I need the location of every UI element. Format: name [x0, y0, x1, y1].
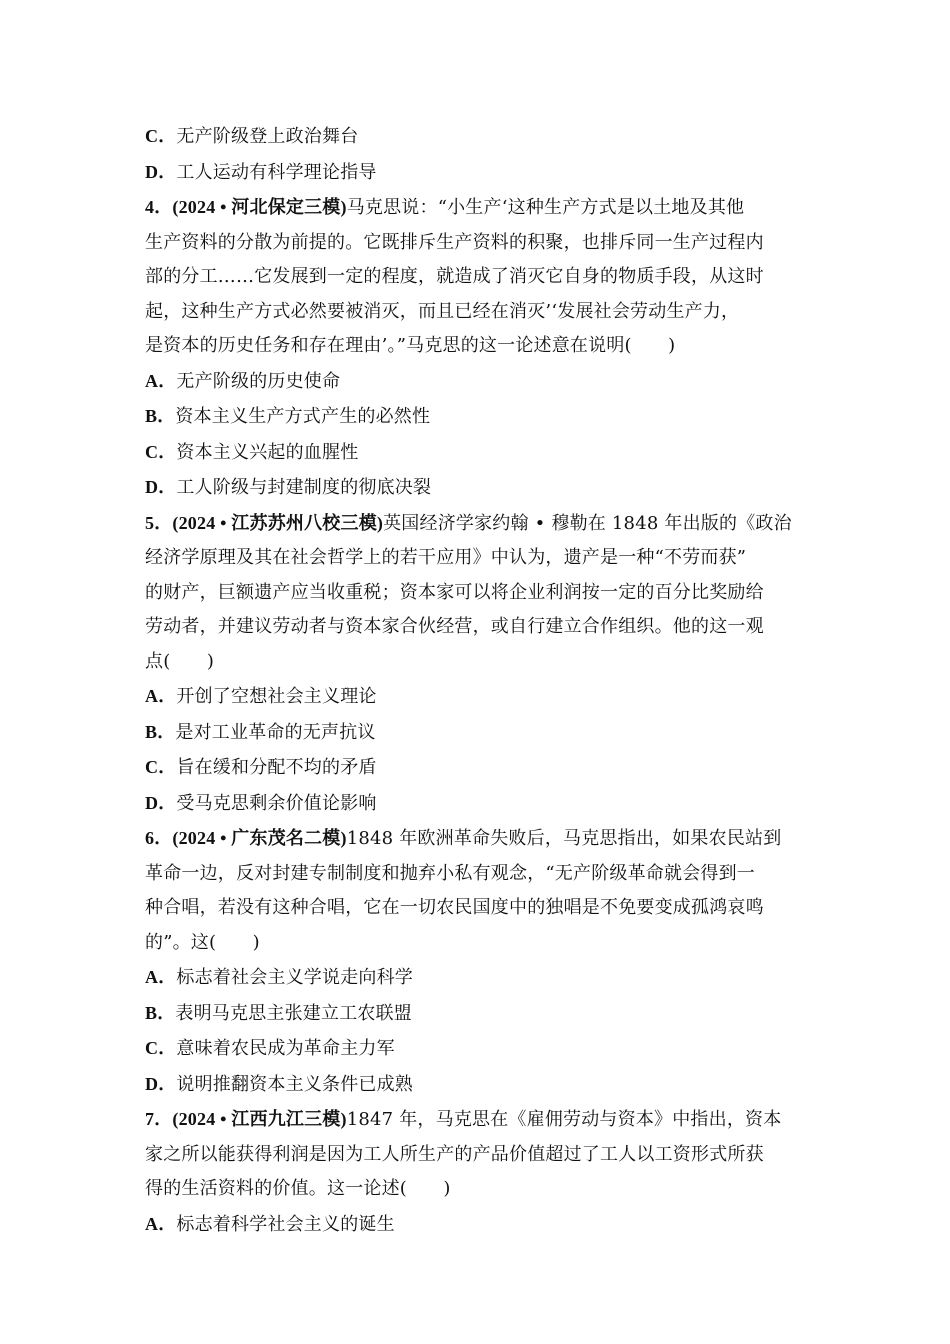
question-number: 5． — [145, 512, 173, 533]
stem-text: 1848 年欧洲革命失败后，马克思指出，如果农民站到 — [346, 828, 782, 849]
option-label: D． — [145, 477, 177, 497]
question-source: (2024 • 河北保定三模) — [172, 197, 347, 217]
option-text: 无产阶级登上政治舞台 — [176, 126, 359, 147]
option-text: 标志着科学社会主义的诞生 — [176, 1213, 395, 1235]
question-4-stem — [145, 190, 807, 226]
option-line — [145, 435, 807, 471]
option-label: D． — [145, 1073, 177, 1094]
option-label: A． — [145, 1213, 177, 1234]
option-text: 资本主义兴起的血腥性 — [176, 441, 359, 463]
option-label: C． — [145, 757, 177, 777]
stem-line: 的”。这( ) — [145, 931, 260, 953]
stem-text: 英国经济学家约翰 • 穆勒在 1848 年出版的《政治 — [383, 512, 792, 534]
option-line — [145, 996, 807, 1032]
option-label: D． — [145, 792, 177, 813]
question-6-stem — [145, 821, 807, 857]
option-text: 表明马克思主张建立工农联盟 — [175, 1002, 413, 1024]
option-label: A． — [145, 370, 177, 391]
stem-line: 是资本的历史任务和存在理由’。”马克思的这一论述意在说明( ) — [145, 335, 676, 356]
option-text: 是对工业革命的无声抗议 — [175, 721, 376, 743]
stem-text: 马克思说：“小生产‘这种生产方式是以土地及其他 — [346, 197, 745, 218]
question-source: (2024 • 广东茂名二模) — [172, 828, 347, 848]
stem-line: 部的分工……它发展到一定的程度，就造成了消灭它自身的物质手段，从这时 — [145, 266, 764, 287]
stem-line: 革命一边，反对封建专制制度和抛弃小私有观念，“无产阶级革命就会得到一 — [145, 862, 755, 884]
question-number: 6． — [145, 828, 173, 848]
question-source: (2024 • 江西九江三模) — [172, 1109, 347, 1129]
stem-line: 生产资料的分散为前提的。它既排斥生产资料的积聚，也排斥同一生产过程内 — [145, 231, 764, 253]
option-text: 工人阶级与封建制度的彻底决裂 — [176, 477, 432, 498]
option-line — [145, 1067, 807, 1103]
exam-page — [145, 119, 807, 1242]
option-label: C． — [145, 441, 177, 462]
option-line — [145, 786, 807, 822]
option-label: B． — [145, 406, 176, 426]
option-line — [145, 679, 807, 715]
option-line — [145, 155, 807, 191]
question-number: 4． — [145, 197, 173, 217]
option-line — [145, 715, 807, 751]
stem-line: 经济学原理及其在社会哲学上的若干应用》中认为，遗产是一种“不劳而获” — [145, 547, 747, 568]
stem-line: 得的生活资料的价值。这一论述( ) — [145, 1178, 451, 1199]
stem-line: 劳动者，并建议劳动者与资本家合伙经营，或自行建立合作组织。他的这一观 — [145, 616, 764, 637]
stem-line: 种合唱，若没有这种合唱，它在一切农民国度中的独唱是不免要变成孤鸿哀鸣 — [145, 897, 764, 918]
stem-text: 1847 年，马克思在《雇佣劳动与资本》中指出，资本 — [346, 1109, 782, 1130]
option-text: 资本主义生产方式产生的必然性 — [175, 406, 431, 427]
option-label: A． — [145, 967, 177, 987]
option-label: B． — [145, 1002, 176, 1023]
option-text: 意味着农民成为革命主力军 — [176, 1038, 395, 1059]
option-text: 受马克思剩余价值论影响 — [176, 792, 377, 814]
option-label: A． — [145, 686, 177, 706]
option-text: 开创了空想社会主义理论 — [176, 686, 377, 707]
option-line — [145, 1207, 807, 1243]
question-number: 7． — [145, 1109, 173, 1129]
question-5-stem — [145, 506, 807, 542]
option-line — [145, 364, 807, 400]
stem-line: 的财产，巨额遗产应当收重税；资本家可以将企业利润按一定的百分比奖励给 — [145, 581, 764, 603]
option-label: C． — [145, 126, 177, 146]
option-text: 无产阶级的历史使命 — [176, 370, 341, 392]
option-line — [145, 960, 807, 996]
question-source: (2024 • 江苏苏州八校三模) — [172, 512, 384, 533]
option-line — [145, 470, 807, 506]
option-line — [145, 119, 807, 155]
option-line — [145, 399, 807, 435]
stem-line: 起，这种生产方式必然要被消灭，而且已经在消灭’‘发展社会劳动生产力， — [145, 300, 740, 322]
stem-line: 家之所以能获得利润是因为工人所生产的产品价值超过了工人以工资形式所获 — [145, 1143, 764, 1165]
option-line — [145, 750, 807, 786]
option-text: 旨在缓和分配不均的矛盾 — [176, 757, 377, 778]
option-label: B． — [145, 721, 176, 742]
stem-line: 点( ) — [145, 650, 215, 672]
option-label: C． — [145, 1038, 177, 1058]
option-text: 说明推翻资本主义条件已成熟 — [176, 1073, 414, 1095]
option-label: D． — [145, 161, 177, 182]
option-line — [145, 1031, 807, 1067]
option-text: 标志着社会主义学说走向科学 — [176, 967, 414, 988]
question-7-stem — [145, 1102, 807, 1138]
option-text: 工人运动有科学理论指导 — [176, 161, 377, 183]
